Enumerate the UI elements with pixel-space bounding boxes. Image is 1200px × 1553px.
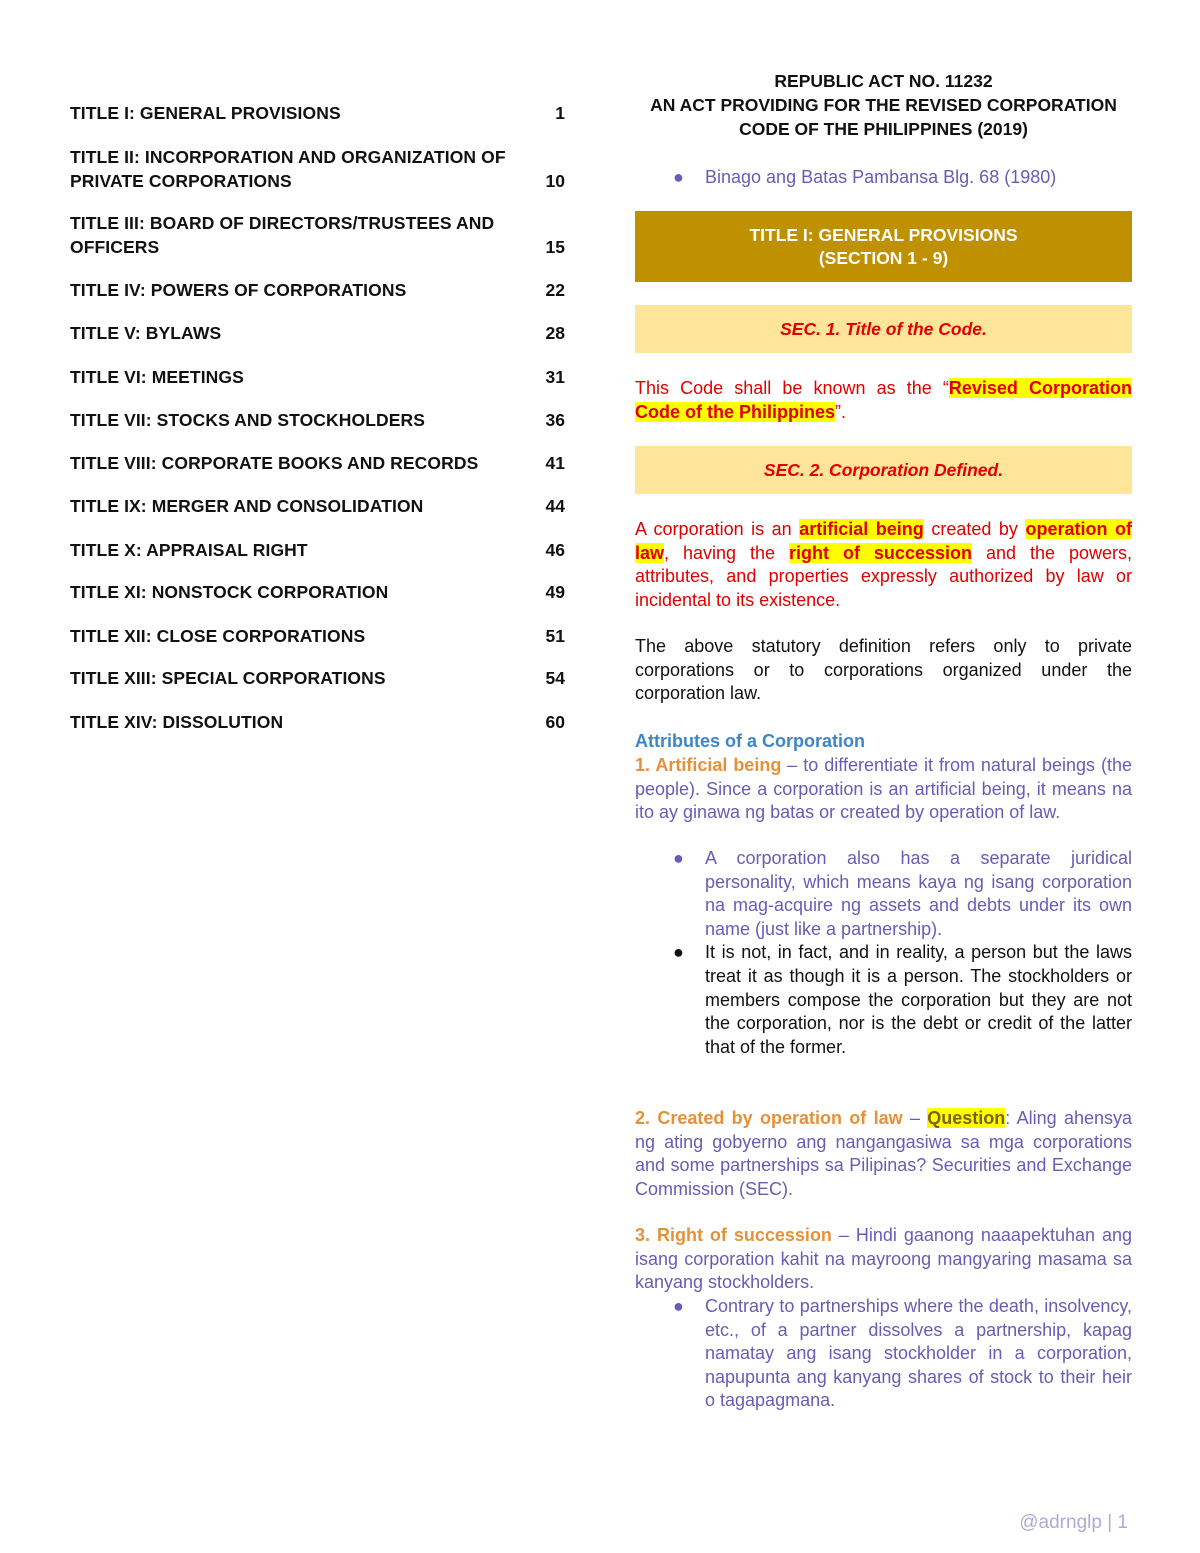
attribute-label: 1. Artificial being bbox=[635, 755, 782, 775]
toc-page: 46 bbox=[545, 540, 565, 560]
toc-row[interactable] bbox=[70, 211, 565, 259]
toc-title: TITLE XIV: DISSOLUTION bbox=[70, 712, 284, 732]
toc-page: 1 bbox=[555, 103, 565, 123]
toc-page: 54 bbox=[545, 668, 565, 688]
attribute-3-bullets bbox=[635, 1295, 1132, 1413]
sec2-definition: A corporation is an artificial being created by operation of law, having the right of succession and the powers, attributes, and properties expressly authorized by law or incidental to its existence. bbox=[635, 519, 1132, 610]
list-item: ● Contrary to partnerships where the death, insolvency, etc., of a partner dissolves a partnership, kapag namatay ang isang stockholder in a corporation, napupunta ang kanyang shares of stock to their heir o tagapagmana. bbox=[673, 1296, 1132, 1411]
title-banner-line: TITLE I: GENERAL PROVISIONS bbox=[749, 224, 1018, 245]
toc-row[interactable] bbox=[70, 494, 565, 518]
toc-title: TITLE V: BYLAWS bbox=[70, 323, 222, 343]
toc-title: TITLE X: APPRAISAL RIGHT bbox=[70, 540, 308, 560]
toc-row[interactable] bbox=[70, 145, 565, 193]
title-banner-line: (SECTION 1 - 9) bbox=[818, 247, 949, 268]
toc-page: 15 bbox=[545, 237, 565, 257]
bullet-icon: ● bbox=[673, 848, 684, 868]
toc-title: TITLE IX: MERGER AND CONSOLIDATION bbox=[70, 496, 424, 516]
toc-row[interactable] bbox=[70, 710, 565, 734]
toc-row[interactable] bbox=[70, 408, 565, 432]
toc-page: 36 bbox=[545, 410, 565, 430]
toc-title: TITLE I: GENERAL PROVISIONS bbox=[70, 103, 341, 123]
toc-row[interactable] bbox=[70, 538, 565, 562]
toc-page: 41 bbox=[545, 453, 565, 473]
attribute-1: 1. Artificial being – to differentiate it from natural beings (the people). Since a corporation is an artificial being, it means na ito ay ginawa ng batas or created by operation of law. bbox=[635, 755, 1132, 823]
attributes-heading: Attributes of a Corporation bbox=[635, 731, 865, 751]
attribute-2: 2. Created by operation of law – Question: Aling ahensya ng ating gobyerno ang nangangasiwa sa mga corporations and some partnerships sa Pilipinas? Securities and Exchange Commission (SEC). bbox=[635, 1108, 1132, 1199]
toc-page: 10 bbox=[545, 171, 565, 191]
toc-row[interactable] bbox=[70, 278, 565, 302]
toc-title: TITLE IV: POWERS OF CORPORATIONS bbox=[70, 280, 407, 300]
toc-page: 22 bbox=[545, 280, 565, 300]
attribute-label: 2. Created by operation of law bbox=[635, 1108, 903, 1128]
toc-row[interactable] bbox=[70, 365, 565, 389]
title-banner bbox=[635, 211, 1132, 282]
highlight: operation of law bbox=[635, 519, 1132, 563]
act-title-line: CODE OF THE PHILIPPINES (2019) bbox=[739, 119, 1028, 139]
bullet-icon: ● bbox=[673, 167, 684, 187]
toc-row[interactable] bbox=[70, 101, 565, 125]
toc-row[interactable] bbox=[70, 624, 565, 648]
sec1-paragraph: This Code shall be known as the “Revised Corporation Code of the Philippines”. bbox=[635, 378, 1132, 422]
highlight: artificial being bbox=[799, 519, 924, 539]
attribute-1-bullets bbox=[635, 847, 1132, 1059]
act-title-line: AN ACT PROVIDING FOR THE REVISED CORPORATION bbox=[650, 95, 1117, 115]
toc-title: TITLE XI: NONSTOCK CORPORATION bbox=[70, 582, 389, 602]
list-item: ● It is not, in fact, and in reality, a person but the laws treat it as though it is a person. The stockholders or members compose the corporation but they are not the corporation, nor is the debt or credit of the latter that of the former. bbox=[673, 942, 1132, 1057]
page-footer: @adrnglp | 1 bbox=[1019, 1512, 1128, 1533]
highlight: Question bbox=[927, 1108, 1006, 1128]
section-heading: SEC. 1. Title of the Code. bbox=[635, 305, 1132, 353]
section-heading: SEC. 2. Corporation Defined. bbox=[635, 446, 1132, 494]
toc-page: 51 bbox=[545, 626, 565, 646]
bullet-icon: ● bbox=[673, 1296, 684, 1316]
toc-title: TITLE II: INCORPORATION AND ORGANIZATION OF PRIVATE CORPORATIONS bbox=[70, 147, 506, 191]
toc-title: TITLE VI: MEETINGS bbox=[70, 367, 244, 387]
toc-title: TITLE XIII: SPECIAL CORPORATIONS bbox=[70, 668, 386, 688]
toc-row[interactable] bbox=[70, 451, 565, 475]
attribute-3: 3. Right of succession – Hindi gaanong naaapektuhan ang isang corporation kahit na mayroong mangyaring masama sa kanyang stockholders. bbox=[635, 1225, 1133, 1293]
sec2-note: The above statutory definition refers only to private corporations or to corporations organized under the corporation law. bbox=[635, 636, 1132, 704]
toc-title: TITLE VIII: CORPORATE BOOKS AND RECORDS bbox=[70, 453, 479, 473]
toc-title: TITLE VII: STOCKS AND STOCKHOLDERS bbox=[70, 410, 426, 430]
attribute-label: 3. Right of succession bbox=[635, 1225, 832, 1245]
toc-title: TITLE XII: CLOSE CORPORATIONS bbox=[70, 626, 366, 646]
list-item: ● A corporation also has a separate juridical personality, which means kaya ng isang corporation na mag-acquire ng assets and debts under its own name (just like a partnership). bbox=[673, 848, 1132, 939]
highlight: right of succession bbox=[789, 542, 972, 563]
highlight: Revised Corporation Code of the Philippines bbox=[635, 378, 1132, 422]
act-number-heading: REPUBLIC ACT NO. 11232 bbox=[774, 71, 993, 91]
toc-page: 44 bbox=[545, 496, 565, 516]
toc-page: 49 bbox=[545, 582, 565, 602]
toc-page: 31 bbox=[545, 367, 565, 387]
toc-row[interactable] bbox=[70, 321, 565, 345]
toc-row[interactable] bbox=[70, 580, 565, 604]
toc-page: 60 bbox=[545, 712, 565, 732]
bullet-icon: ● bbox=[673, 942, 684, 963]
toc-page: 28 bbox=[545, 323, 565, 343]
toc-row[interactable] bbox=[70, 666, 565, 690]
toc-title: TITLE III: BOARD OF DIRECTORS/TRUSTEES AND OFFICERS bbox=[70, 213, 495, 257]
